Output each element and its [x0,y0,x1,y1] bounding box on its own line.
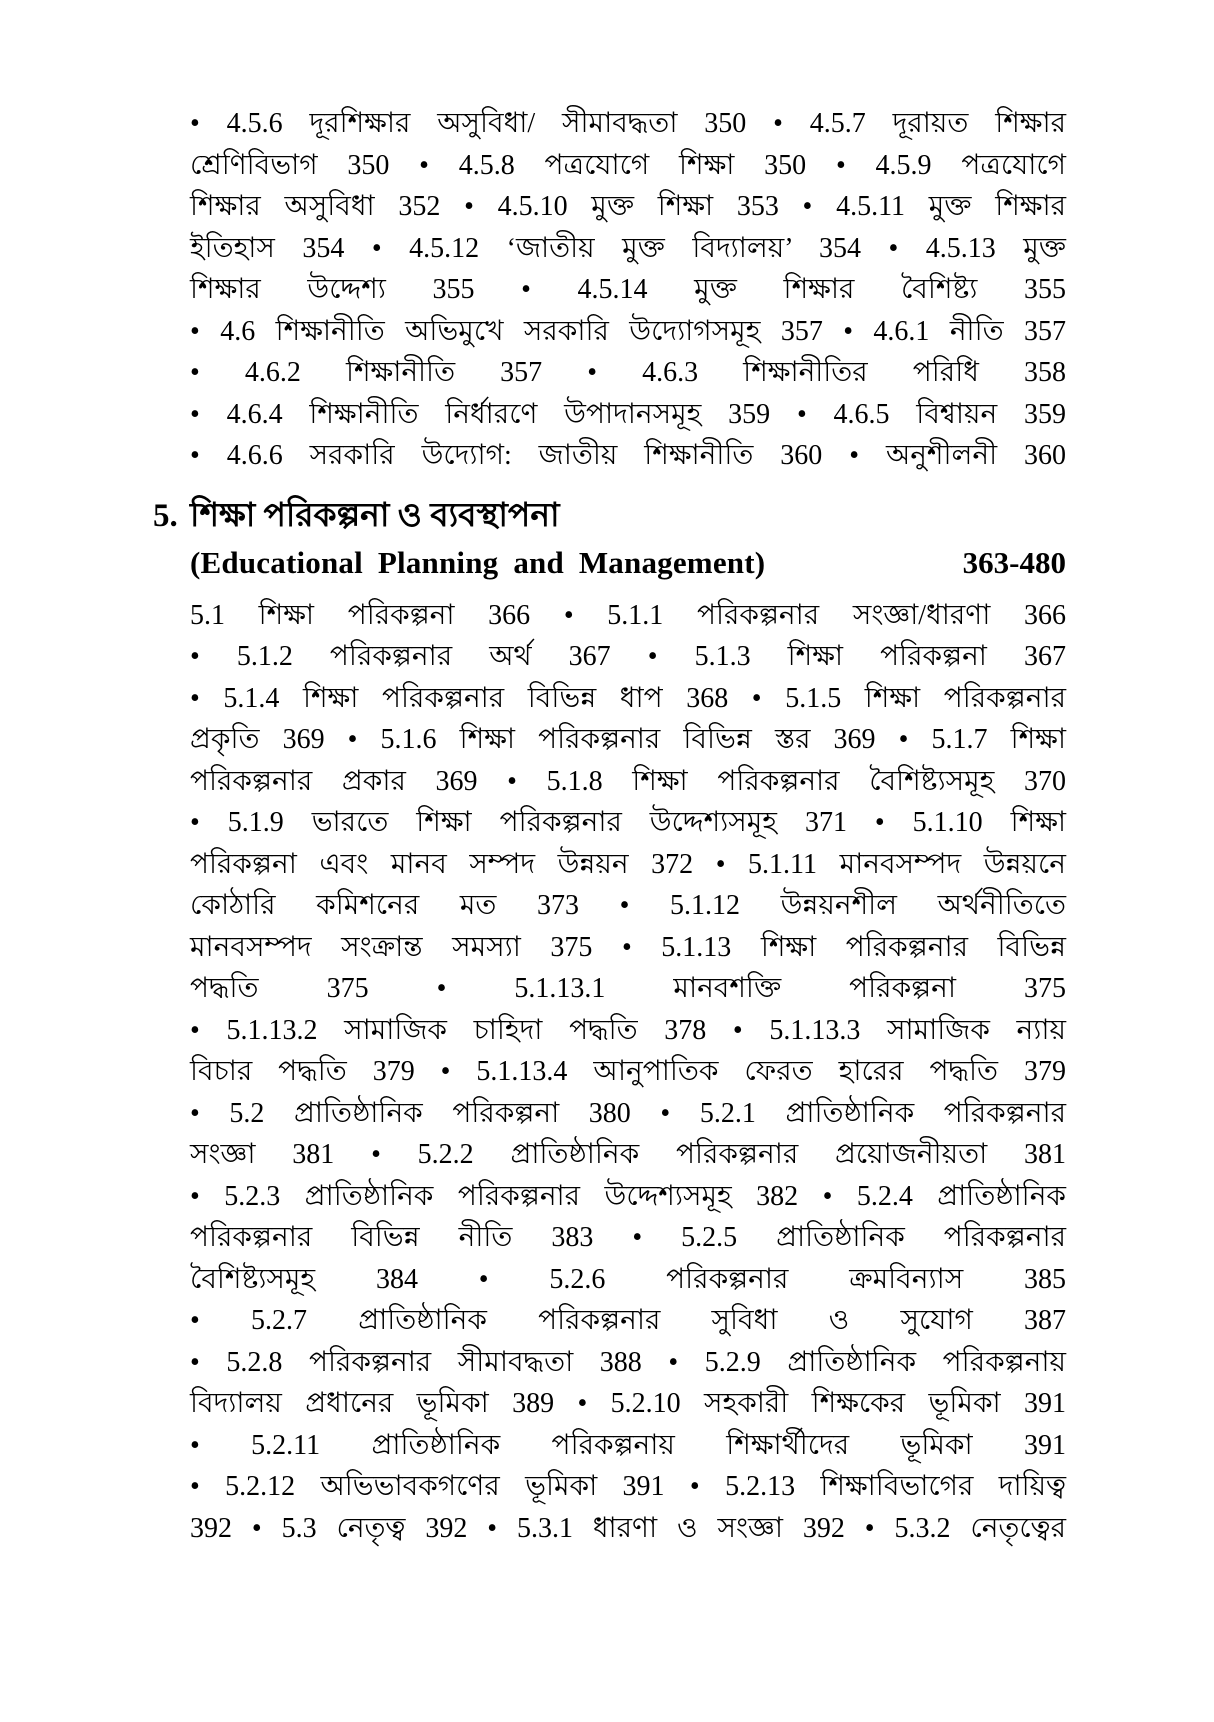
section5-heading-english-line [190,541,1066,585]
toc-line: • 5.2 প্রাতিষ্ঠানিক পরিকল্পনা 380 • 5.2.1 প্রাতিষ্ঠানিক পরিকল্পনার [190,1097,1066,1129]
toc-line: বৈশিষ্ট্যসমূহ 384 • 5.2.6 পরিকল্পনার ক্রমবিন্যাস 385 [190,1263,1066,1295]
section5-number: 5. [153,497,178,534]
toc-line: প্রকৃতি 369 • 5.1.6 শিক্ষা পরিকল্পনার বিভিন্ন স্তর 369 • 5.1.7 শিক্ষা [190,724,1066,755]
toc-line: • 5.1.9 ভারতে শিক্ষা পরিকল্পনার উদ্দেশ্যসমূহ 371 • 5.1.10 শিক্ষা [190,807,1066,838]
section5-title-english: (Educational Planning and Management) [190,544,766,580]
toc-line: পরিকল্পনার বিভিন্ন নীতি 383 • 5.2.5 প্রাতিষ্ঠানিক পরিকল্পনার [190,1222,1066,1253]
section5-page-range: 363-480 [962,544,1066,580]
toc-line: • 5.1.2 পরিকল্পনার অর্থ 367 • 5.1.3 শিক্ষা পরিকল্পনা 367 [190,641,1066,672]
toc-line: বিচার পদ্ধতি 379 • 5.1.13.4 আনুপাতিক ফেরত হারের পদ্ধতি 379 [190,1056,1066,1087]
toc-line: কোঠারি কমিশনের মত 373 • 5.1.12 উন্নয়নশীল অর্থনীতিতে [190,890,1066,921]
section5-heading [153,493,1066,585]
toc-line: 5.1 শিক্ষা পরিকল্পনা 366 • 5.1.1 পরিকল্পনার সংজ্ঞা/ধারণা 366 [190,599,1066,631]
toc-line: পরিকল্পনার প্রকার 369 • 5.1.8 শিক্ষা পরিকল্পনার বৈশিষ্ট্যসমূহ 370 [190,765,1066,797]
toc-line: • 5.1.13.2 সামাজিক চাহিদা পদ্ধতি 378 • 5.1.13.3 সামাজিক ন্যায় [190,1014,1066,1046]
toc-line: • 4.6.4 শিক্ষানীতি নির্ধারণে উপাদানসমূহ 359 • 4.6.5 বিশ্বায়ন 359 [190,398,1066,430]
toc-line: • 5.2.8 পরিকল্পনার সীমাবদ্ধতা 388 • 5.2.9 প্রাতিষ্ঠানিক পরিকল্পনায় [190,1346,1066,1378]
toc-line: • 5.2.11 প্রাতিষ্ঠানিক পরিকল্পনায় শিক্ষার্থীদের ভূমিকা 391 [190,1429,1066,1461]
toc-line: মানবসম্পদ সংক্রান্ত সমস্যা 375 • 5.1.13 শিক্ষা পরিকল্পনার বিভিন্ন [190,931,1066,963]
section5-toc-lines [190,595,1066,1550]
toc-line: • 4.6.6 সরকারি উদ্যোগ: জাতীয় শিক্ষানীতি 360 • অনুশীলনী 360 [190,440,1066,471]
toc-line: • 4.6.2 শিক্ষানীতি 357 • 4.6.3 শিক্ষানীতির পরিধি 358 [190,357,1066,388]
toc-line: • 5.1.4 শিক্ষা পরিকল্পনার বিভিন্ন ধাপ 368 • 5.1.5 শিক্ষা পরিকল্পনার [190,682,1066,714]
toc-line: • 5.2.12 অভিভাবকগণের ভূমিকা 391 • 5.2.13 শিক্ষাবিভাগের দায়িত্ব [190,1471,1066,1502]
toc-line: শ্রেণিবিভাগ 350 • 4.5.8 পত্রযোগে শিক্ষা 350 • 4.5.9 পত্রযোগে [190,149,1066,181]
section5-title-bengali: শিক্ষা পরিকল্পনা ও ব্যবস্থাপনা [190,497,560,534]
section5-heading-bengali-line [153,493,1066,539]
toc-line: 392 • 5.3 নেতৃত্ব 392 • 5.3.1 ধারণা ও সংজ্ঞা 392 • 5.3.2 নেতৃত্বের [190,1512,1066,1544]
toc-line: • 5.2.7 প্রাতিষ্ঠানিক পরিকল্পনার সুবিধা ও সুযোগ 387 [190,1305,1066,1336]
toc-content [153,103,1066,1549]
section4-continuation-lines [190,103,1066,477]
toc-line: ইতিহাস 354 • 4.5.12 ‘জাতীয় মুক্ত বিদ্যালয়’ 354 • 4.5.13 মুক্ত [190,232,1066,264]
toc-line: পদ্ধতি 375 • 5.1.13.1 মানবশক্তি পরিকল্পনা 375 [190,973,1066,1004]
toc-line: পরিকল্পনা এবং মানব সম্পদ উন্নয়ন 372 • 5.1.11 মানবসম্পদ উন্নয়নে [190,848,1066,880]
toc-line: শিক্ষার উদ্দেশ্য 355 • 4.5.14 মুক্ত শিক্ষার বৈশিষ্ট্য 355 [190,274,1066,305]
toc-line: শিক্ষার অসুবিধা 352 • 4.5.10 মুক্ত শিক্ষা 353 • 4.5.11 মুক্ত শিক্ষার [190,191,1066,222]
toc-line: • 4.6 শিক্ষানীতি অভিমুখে সরকারি উদ্যোগসমূহ 357 • 4.6.1 নীতি 357 [190,315,1066,347]
toc-line: সংজ্ঞা 381 • 5.2.2 প্রাতিষ্ঠানিক পরিকল্পনার প্রয়োজনীয়তা 381 [190,1139,1066,1170]
toc-line: • 5.2.3 প্রাতিষ্ঠানিক পরিকল্পনার উদ্দেশ্যসমূহ 382 • 5.2.4 প্রাতিষ্ঠানিক [190,1180,1066,1212]
toc-line: • 4.5.6 দূরশিক্ষার অসুবিধা/ সীমাবদ্ধতা 350 • 4.5.7 দূরায়ত শিক্ষার [190,108,1066,139]
toc-line: বিদ্যালয় প্রধানের ভূমিকা 389 • 5.2.10 সহকারী শিক্ষকের ভূমিকা 391 [190,1388,1066,1419]
